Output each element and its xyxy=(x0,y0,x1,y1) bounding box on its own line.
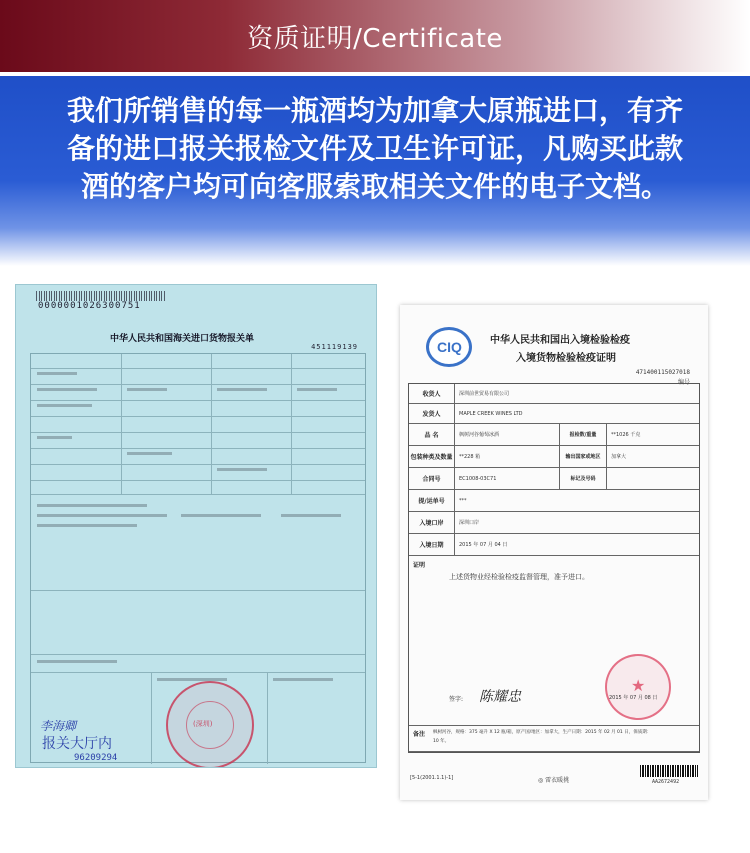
faded-text xyxy=(37,404,92,407)
grid-line xyxy=(31,494,365,495)
ciq-logo-icon xyxy=(426,327,472,367)
grid-line xyxy=(211,354,212,494)
grid-line xyxy=(31,384,365,385)
table-row xyxy=(409,512,699,534)
row-value: 2015 年 07 月 04 日 xyxy=(459,542,508,548)
declaration-barcode-number: 0000001026300751 xyxy=(38,301,141,311)
table-row xyxy=(409,490,699,512)
faded-text xyxy=(127,388,167,391)
remarks-text: 上述货物业经检验检疫监督管理，准予进口。 xyxy=(449,573,589,581)
signature-label: 签字: xyxy=(449,696,464,703)
row-label: 入境口岸 xyxy=(409,512,455,533)
grid-line xyxy=(121,354,122,494)
note-text-line2: 10 年。 xyxy=(433,739,450,744)
faded-text xyxy=(297,388,337,391)
grid-line xyxy=(31,416,365,417)
row-value: MAPLE CREEK WINES LTD xyxy=(459,410,523,417)
handwritten-number: 96209294 xyxy=(74,753,118,763)
handwritten-location: 报关大厅内 xyxy=(42,736,112,752)
grid-line xyxy=(31,672,365,673)
row-value: 深圳口岸 xyxy=(459,520,480,526)
row-label: 合同号 xyxy=(409,468,455,489)
grid-line xyxy=(31,590,365,591)
faded-text xyxy=(37,660,117,663)
row-mid-label: 报检数/重量 xyxy=(559,424,607,445)
handwritten-name: 李海卿 xyxy=(40,719,77,733)
barcode xyxy=(640,765,698,777)
row-value2: 加拿大 xyxy=(611,454,627,460)
row-label: 提/运单号 xyxy=(409,490,455,511)
note-label: 备注 xyxy=(413,731,426,738)
grid-line xyxy=(31,480,365,481)
seal-text: (深圳) xyxy=(193,720,213,728)
row-label: 品 名 xyxy=(409,424,455,445)
header-bar xyxy=(0,0,750,72)
row-value: 深圳前世贸易有限公司 xyxy=(459,391,510,397)
faded-text xyxy=(217,468,267,471)
grid-line xyxy=(31,368,365,369)
seal-star-icon: ★ xyxy=(631,676,646,695)
grid-line xyxy=(31,448,365,449)
row-label: 包装种类及数量 xyxy=(409,446,455,467)
ciq-logo-text: CIQ xyxy=(437,339,462,355)
page-title: 资质证明/Certificate xyxy=(247,24,503,54)
table-row xyxy=(409,446,699,468)
row-label: 收货人 xyxy=(409,384,455,403)
table-row xyxy=(409,404,699,424)
certificate-table xyxy=(408,383,700,753)
faded-text xyxy=(37,504,147,507)
row-label: 入境日期 xyxy=(409,534,455,555)
certificate-title-line2: 入境货物检验检疫证明 xyxy=(516,353,616,364)
faded-text xyxy=(281,514,341,517)
faded-text xyxy=(217,388,267,391)
certificate-note xyxy=(409,726,699,752)
faded-text xyxy=(273,678,333,681)
certificate-remarks xyxy=(409,556,699,726)
grid-line xyxy=(31,464,365,465)
row-value: 枫树河谷葡萄冰酒 xyxy=(459,432,500,438)
remarks-label: 证明 xyxy=(413,562,426,569)
inspection-certificate-image xyxy=(400,305,708,800)
row-label: 发货人 xyxy=(409,404,455,423)
faded-text xyxy=(37,372,77,375)
certificate-serial-label: 编号 xyxy=(677,379,690,386)
signature: 陈耀忠 xyxy=(479,689,521,705)
declaration-number: 451119139 xyxy=(311,343,358,351)
printer-mark: ◎ 雷衣暖挑 xyxy=(538,777,570,784)
banner-text: 我们所销售的每一瓶酒均为加拿大原瓶进口，有齐备的进口报关报检文件及卫生许可证，凡购买此款酒的客户均可向客服索取相关文件的电子文档。 xyxy=(66,94,683,203)
form-code: [5-1(2001.1.1)-1] xyxy=(410,775,454,781)
certificate-date: 2015 年 07 月 08 日 xyxy=(609,695,658,701)
faded-text xyxy=(37,514,167,517)
table-row xyxy=(409,384,699,404)
declaration-title: 中华人民共和国海关进口货物报关单 xyxy=(110,334,255,344)
table-row xyxy=(409,534,699,556)
table-row xyxy=(409,468,699,490)
table-row xyxy=(409,424,699,446)
row-value: *** xyxy=(459,497,467,504)
faded-text xyxy=(127,452,172,455)
certificate-code: 471400115027018 xyxy=(635,369,690,376)
customs-seal xyxy=(166,681,254,768)
grid-line xyxy=(291,354,292,494)
row-mid-label: 输出国家或地区 xyxy=(559,446,607,467)
row-value: EC1008-03C71 xyxy=(459,475,497,482)
row-mid-label: 标记及号码 xyxy=(559,468,607,489)
customs-declaration-image xyxy=(15,284,377,768)
certificate-title-line1: 中华人民共和国出入境检验检疫 xyxy=(490,335,630,346)
faded-text xyxy=(37,436,72,439)
grid-line xyxy=(31,400,365,401)
barcode-number: AA2672492 xyxy=(652,779,680,785)
inspection-seal xyxy=(605,654,671,720)
grid-line xyxy=(151,672,152,764)
grid-line xyxy=(31,654,365,655)
row-value: **228 箱 xyxy=(459,454,481,460)
faded-text xyxy=(37,388,97,391)
grid-line xyxy=(31,432,365,433)
note-text-line1: 枫树河谷，规格：375 毫升 X 12 瓶/箱，原产国/地区：加拿大，生产日期：2015 年 02 月 01 日，保质期： xyxy=(433,730,652,735)
faded-text xyxy=(181,514,261,517)
barcode xyxy=(36,291,166,301)
grid-line xyxy=(267,672,268,764)
row-value2: **1026 千克 xyxy=(611,432,641,438)
faded-text xyxy=(37,524,137,527)
